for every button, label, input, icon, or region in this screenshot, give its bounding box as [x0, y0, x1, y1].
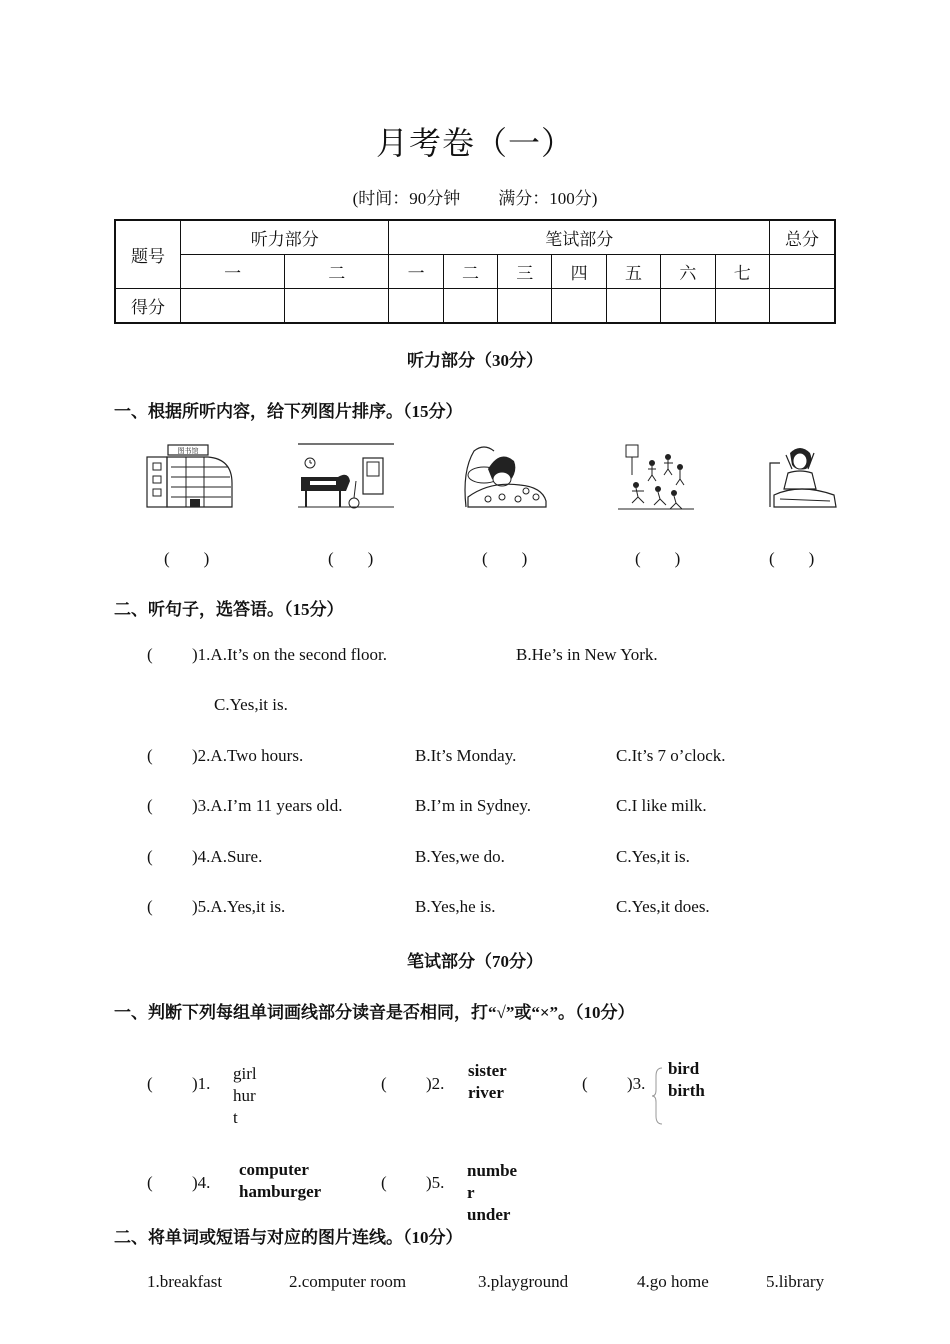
- question-4-option-c: C.Yes,it is.: [616, 847, 690, 866]
- question-4-option-b: B.Yes,we do.: [415, 847, 505, 866]
- score-cell[interactable]: [770, 289, 836, 324]
- word-pair-3-word-2: birth: [668, 1081, 705, 1100]
- listening-header: 听力部分: [181, 220, 389, 255]
- playground-children-icon: [618, 441, 694, 511]
- word-pair-5-word-2: under: [467, 1205, 511, 1224]
- question-4-option-a: )4.A.Sure.: [192, 847, 263, 866]
- score-cell[interactable]: [606, 289, 660, 324]
- question-2-option-c: C.It’s 7 o’clock.: [616, 746, 726, 765]
- library-building-icon: [146, 443, 234, 509]
- col-listening-2: 二: [285, 255, 389, 289]
- answer-open-paren[interactable]: (: [147, 1074, 153, 1093]
- part3-heading: 一、判断下列每组单词画线部分读音是否相同，打“√”或“×”。（10分）: [114, 1003, 635, 1022]
- question-2-option-a: )2.A.Two hours.: [192, 746, 304, 765]
- question-3-option-a: )3.A.I’m 11 years old.: [192, 796, 343, 815]
- full-score-info: 满分：100分): [498, 189, 598, 208]
- part4-heading: 二、将单词或短语与对应的图片连线。（10分）: [114, 1228, 463, 1247]
- score-cell[interactable]: [661, 289, 715, 324]
- answer-open-paren[interactable]: (: [147, 746, 153, 765]
- question-2-option-b: B.It’s Monday.: [415, 746, 517, 765]
- col-listening-1: 一: [181, 255, 285, 289]
- word-pair-5-number: )5.: [426, 1173, 445, 1192]
- question-1-option-a: )1.A.It’s on the second floor.: [192, 645, 387, 664]
- question-5-option-b: B.Yes,he is.: [415, 897, 496, 916]
- label-score: 得分: [115, 289, 181, 324]
- answer-open-paren[interactable]: (: [582, 1074, 588, 1093]
- col-written-2: 二: [443, 255, 497, 289]
- word-pair-4-number: )4.: [192, 1173, 211, 1192]
- word-pair-1-number: )1.: [192, 1074, 211, 1093]
- score-cell[interactable]: [498, 289, 552, 324]
- written-section-header: 笔试部分（70分）: [407, 952, 543, 971]
- time-info: (时间：90分钟: [352, 189, 461, 208]
- girl-waking-up-icon: [766, 443, 840, 511]
- word-pair-4-word-1: computer: [239, 1160, 309, 1179]
- col-written-5: 五: [606, 255, 660, 289]
- boy-sleeping-icon: [460, 441, 550, 511]
- total-blank[interactable]: [770, 255, 836, 289]
- question-5-option-a: )5.A.Yes,it is.: [192, 897, 286, 916]
- col-written-6: 六: [661, 255, 715, 289]
- svg-text:图书馆: 图书馆: [177, 447, 199, 455]
- word-pair-1-word-1: girl: [233, 1064, 257, 1083]
- question-1-option-c: C.Yes,it is.: [214, 695, 288, 714]
- score-cell[interactable]: [443, 289, 497, 324]
- score-cell[interactable]: [285, 289, 389, 324]
- answer-open-paren[interactable]: (: [147, 897, 153, 916]
- col-written-1: 一: [389, 255, 443, 289]
- answer-open-paren[interactable]: (: [147, 645, 153, 664]
- question-1-option-b: B.He’s in New York.: [516, 645, 658, 664]
- col-written-4: 四: [552, 255, 606, 289]
- answer-open-paren[interactable]: (: [381, 1173, 387, 1192]
- word-pair-2-number: )2.: [426, 1074, 445, 1093]
- answer-open-paren[interactable]: (: [147, 796, 153, 815]
- word-pair-1-word-2-end: t: [233, 1108, 238, 1127]
- label-number: 题号: [115, 220, 181, 289]
- exam-info: [0, 184, 950, 209]
- question-5-option-c: C.Yes,it does.: [616, 897, 710, 916]
- page-title: 月考卷（一）: [375, 125, 574, 161]
- picture-answer-blank[interactable]: ( ): [328, 549, 374, 568]
- match-word-3[interactable]: 3.playground: [478, 1272, 569, 1291]
- word-pair-3-number: )3.: [627, 1074, 646, 1093]
- word-pair-3-word-1: bird: [668, 1059, 700, 1078]
- col-written-3: 三: [498, 255, 552, 289]
- match-word-2[interactable]: 2.computer room: [289, 1272, 407, 1291]
- written-header: 笔试部分: [389, 220, 770, 255]
- question-3-option-c: C.I like milk.: [616, 796, 707, 815]
- answer-open-paren[interactable]: (: [147, 847, 153, 866]
- word-pair-4-word-2: hamburger: [239, 1182, 322, 1201]
- word-pair-2-word-2: river: [468, 1083, 504, 1102]
- col-written-7: 七: [715, 255, 769, 289]
- word-pair-2-word-1: sister: [468, 1061, 507, 1080]
- word-pair-5-word-1-end: r: [467, 1183, 475, 1202]
- brace-icon: [650, 1066, 664, 1126]
- total-header: 总分: [770, 220, 836, 255]
- score-table: [114, 219, 836, 324]
- score-cell[interactable]: [181, 289, 285, 324]
- picture-answer-blank[interactable]: ( ): [482, 549, 528, 568]
- score-cell[interactable]: [389, 289, 443, 324]
- answer-open-paren[interactable]: (: [381, 1074, 387, 1093]
- listening-section-header: 听力部分（30分）: [407, 351, 543, 370]
- word-pair-1-word-2: hur: [233, 1086, 256, 1105]
- picture-answer-blank[interactable]: ( ): [635, 549, 681, 568]
- picture-answer-blank[interactable]: ( ): [164, 549, 210, 568]
- match-word-4[interactable]: 4.go home: [637, 1272, 709, 1291]
- word-pair-5-word-1: numbe: [467, 1161, 518, 1180]
- music-room-piano-icon: [296, 441, 396, 511]
- picture-answer-blank[interactable]: ( ): [769, 549, 815, 568]
- score-cell[interactable]: [552, 289, 606, 324]
- match-word-5[interactable]: 5.library: [766, 1272, 825, 1291]
- question-3-option-b: B.I’m in Sydney.: [415, 796, 532, 815]
- match-word-1[interactable]: 1.breakfast: [147, 1272, 223, 1291]
- part2-heading: 二、听句子，选答语。（15分）: [114, 600, 344, 619]
- part1-heading: 一、根据所听内容，给下列图片排序。（15分）: [114, 402, 463, 421]
- answer-open-paren[interactable]: (: [147, 1173, 153, 1192]
- score-cell[interactable]: [715, 289, 769, 324]
